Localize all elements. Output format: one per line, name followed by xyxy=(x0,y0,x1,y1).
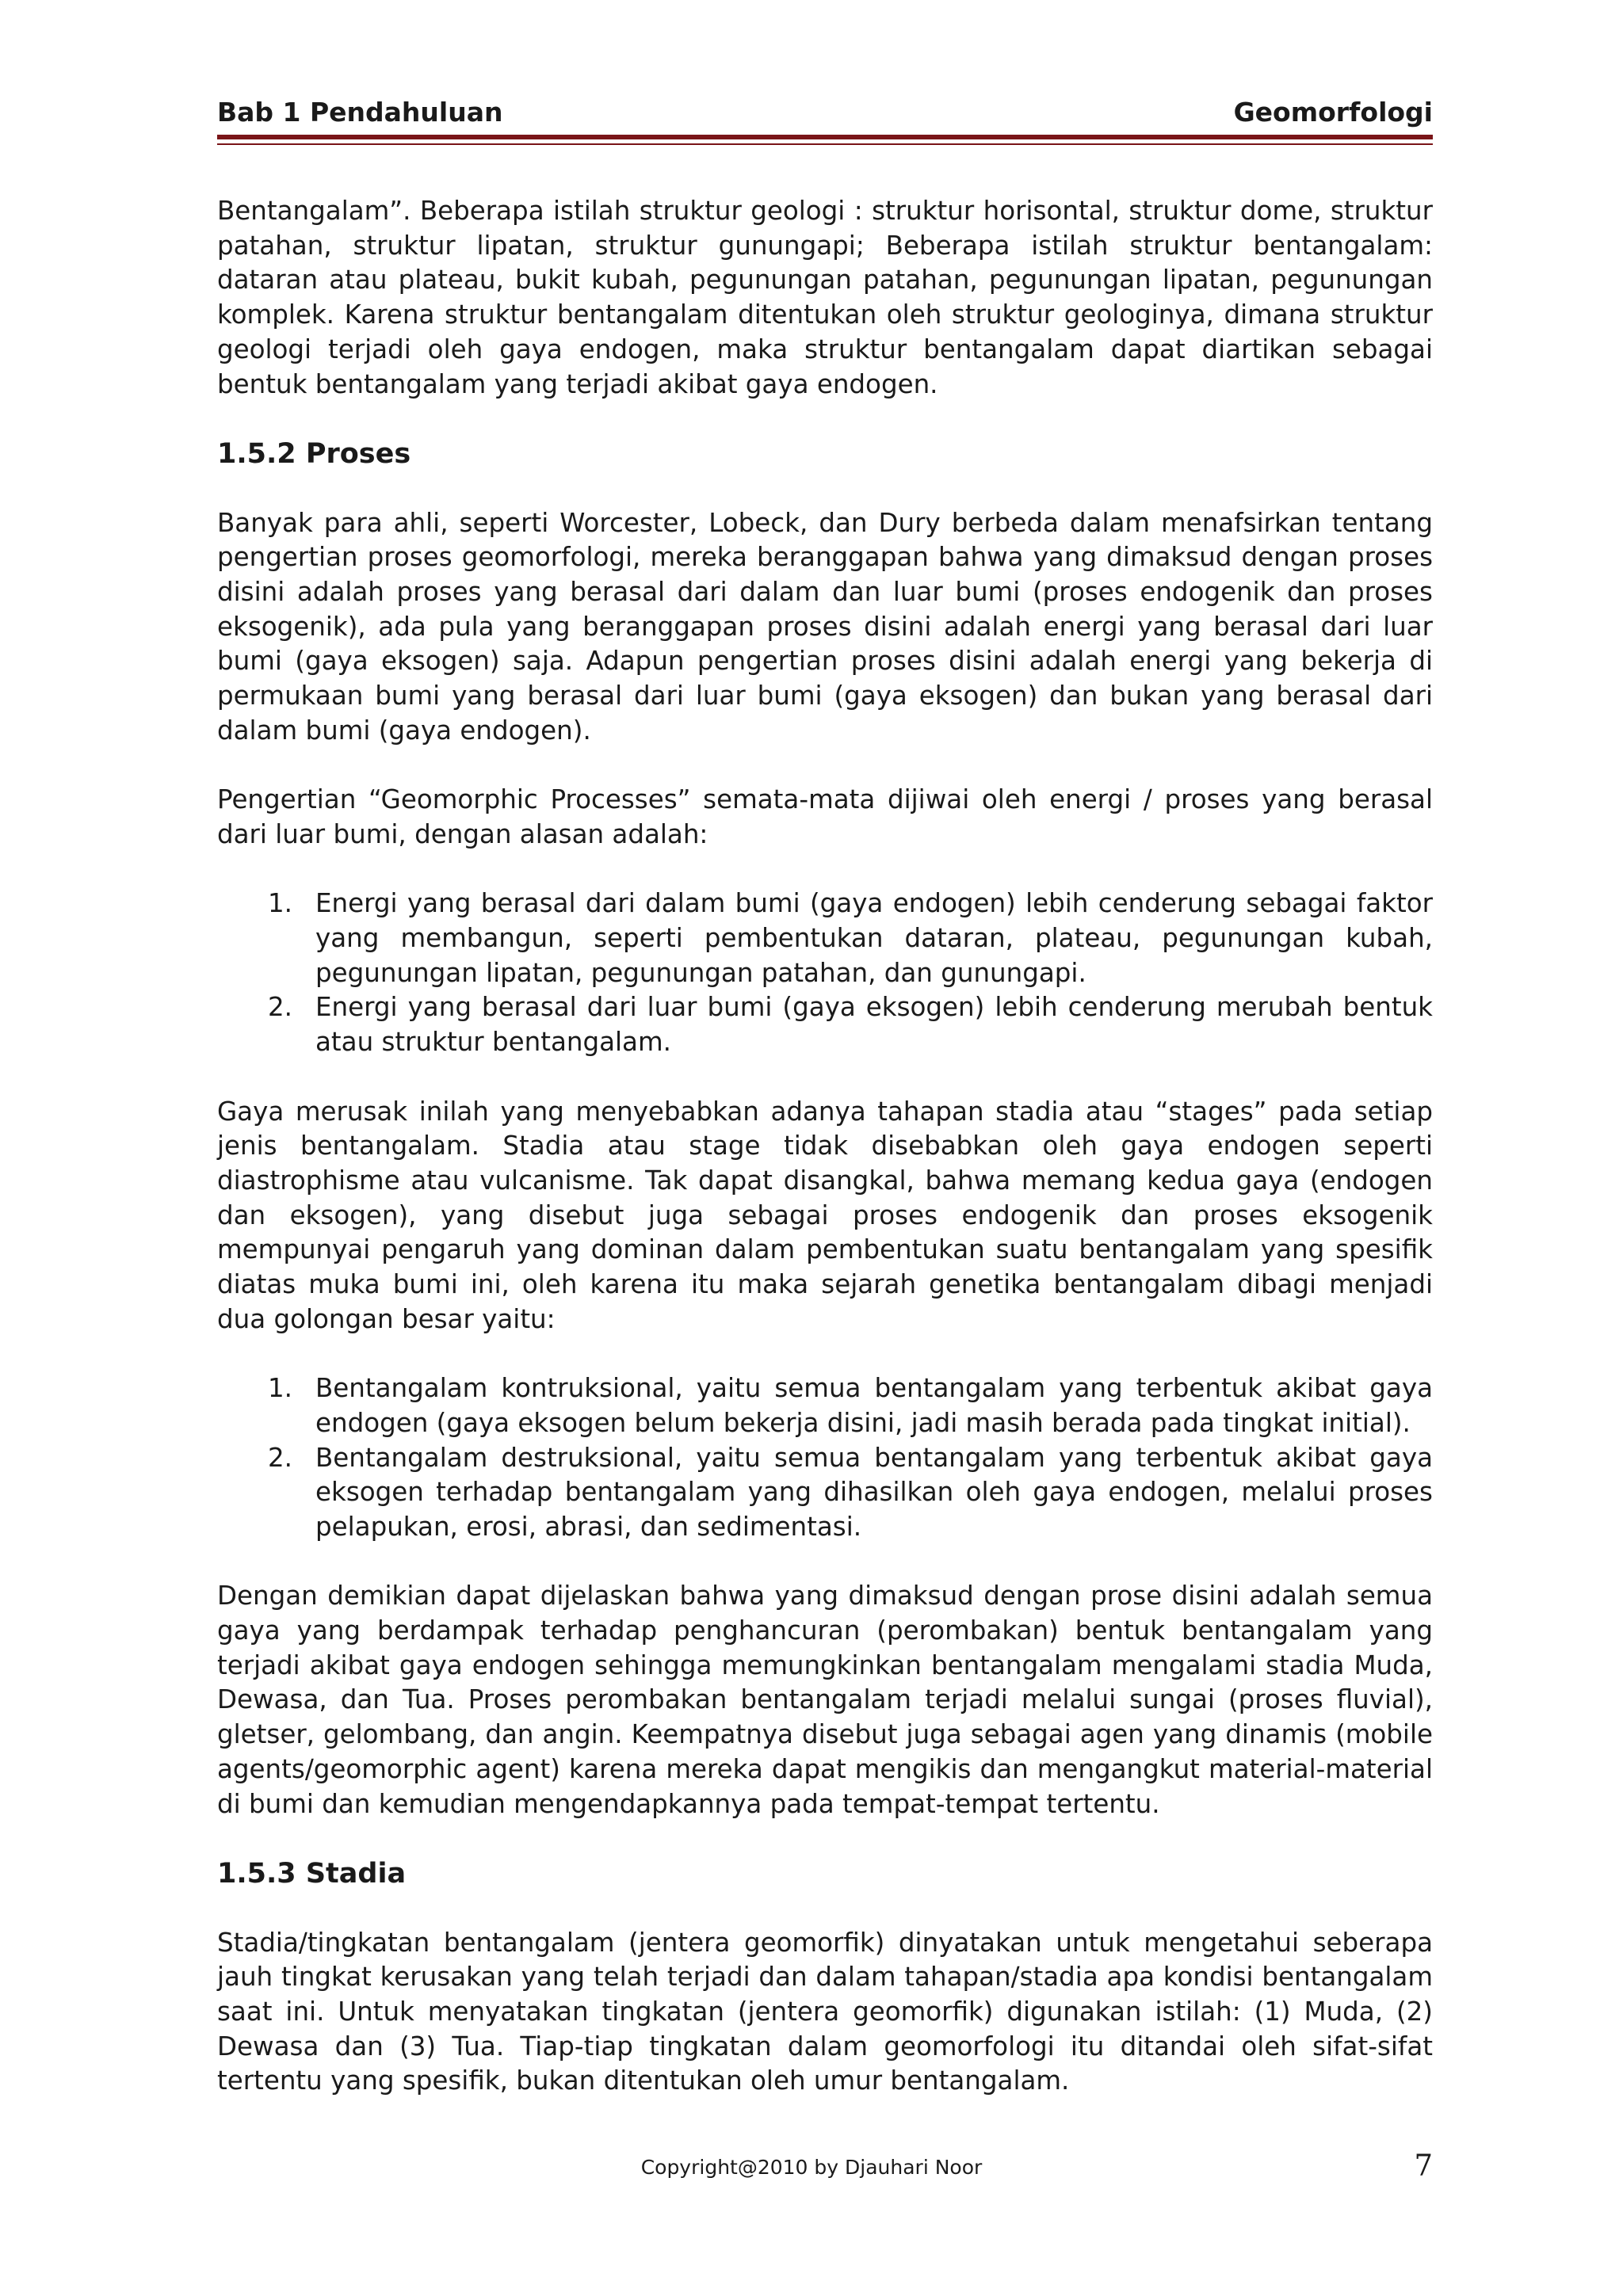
list-text: Energi yang berasal dari luar bumi (gaya eksogen) lebih cenderung merubah bentuk atau struktur bentangalam. xyxy=(315,992,1433,1058)
list-number: 1. xyxy=(268,888,293,919)
list-item xyxy=(217,1371,1433,1440)
page-content xyxy=(217,194,1433,2134)
list-text: Bentangalam destruksional, yaitu semua bentangalam yang terbentuk akibat gaya eksogen terhadap bentangalam yang dihasilkan oleh gaya endogen, melalui proses pelapukan, erosi, abrasi, dan sedimentasi. xyxy=(315,1442,1433,1542)
list-text: Bentangalam kontruksional, yaitu semua bentangalam yang terbentuk akibat gaya endogen (gaya eksogen belum bekerja disini, jadi masih berada pada tingkat initial). xyxy=(315,1373,1433,1438)
page-number: 7 xyxy=(1414,2149,1433,2183)
list-alasan xyxy=(217,887,1433,1060)
list-number: 2. xyxy=(268,1442,293,1473)
list-item xyxy=(217,887,1433,990)
header-rule-thick xyxy=(217,135,1433,139)
header-rule-thin xyxy=(217,143,1433,145)
list-item xyxy=(217,1441,1433,1545)
chapter-title: Bab 1 Pendahuluan xyxy=(217,97,503,128)
page-header xyxy=(217,97,1433,135)
paragraph-gaya-merusak: Gaya merusak inilah yang menyebabkan adanya tahapan stadia atau “stages” pada setiap jenis bentangalam. Stadia atau stage tidak disebabkan oleh gaya endogen seperti diastrophisme atau vulcanisme. Tak dapat disangkal, bahwa memang kedua gaya (endogen dan eksogen), yang disebut juga sebagai proses endogenik dan proses eksogenik mempunyai pengaruh yang dominan dalam pembentukan suatu bentangalam yang spesifik diatas muka bumi ini, oleh karena itu maka sejarah genetika bentangalam dibagi menjadi dua golongan besar yaitu: xyxy=(217,1096,1433,1334)
paragraph-stadia: Stadia/tingkatan bentangalam (jentera geomorfik) dinyatakan untuk mengetahui seberapa jauh tingkat kerusakan yang telah terjadi dan dalam tahapan/stadia apa kondisi bentangalam saat ini. Untuk menyatakan tingkatan (jentera geomorfik) digunakan istilah: (1) Muda, (2) Dewasa dan (3) Tua. Tiap-tiap tingkatan dalam geomorfologi itu ditandai oleh sifat-sifat tertentu yang spesifik, bukan ditentukan oleh umur bentangalam. xyxy=(217,1927,1433,2096)
list-number: 1. xyxy=(268,1373,293,1404)
paragraph-proses-definition: Banyak para ahli, seperti Worcester, Lobeck, dan Dury berbeda dalam menafsirkan tentang pengertian proses geomorfologi, mereka beranggapan bahwa yang dimaksud dengan proses disini adalah proses yang berasal dari dalam dan luar bumi (proses endogenik dan proses eksogenik), ada pula yang beranggapan proses disini adalah energi yang berasal dari luar bumi (gaya eksogen) saja. Adapun pengertian proses disini adalah energi yang bekerja di permukaan bumi yang berasal dari luar bumi (gaya eksogen) dan bukan yang berasal dari dalam bumi (gaya endogen). xyxy=(217,507,1433,746)
paragraph-kesimpulan-proses: Dengan demikian dapat dijelaskan bahwa yang dimaksud dengan prose disini adalah semua gaya yang berdampak terhadap penghancuran (perombakan) bentuk bentangalam yang terjadi akibat gaya endogen sehingga memungkinkan bentangalam mengalami stadia Muda, Dewasa, dan Tua. Proses perombakan bentangalam terjadi melalui sungai (proses fluvial), gletser, gelombang, dan angin. Keempatnya disebut juga sebagai agen yang dinamis (mobile agents/geomorphic agent) karena mereka dapat mengikis dan mengangkut material-material di bumi dan kemudian mengendapkannya pada tempat-tempat tertentu. xyxy=(217,1581,1433,1819)
paragraph-struktur: Bentangalam”. Beberapa istilah struktur geologi : struktur horisontal, struktur dome, struktur patahan, struktur lipatan, struktur gunungapi; Beberapa istilah struktur bentangalam: dataran atau plateau, bukit kubah, pegunungan patahan, pegunungan lipatan, pegunungan komplek. Karena struktur bentangalam ditentukan oleh struktur geologinya, dimana struktur geologi terjadi oleh gaya endogen, maka struktur bentangalam dapat diartikan sebagai bentuk bentangalam yang terjadi akibat gaya endogen. xyxy=(217,196,1433,399)
list-item xyxy=(217,990,1433,1059)
list-golongan-bentangalam xyxy=(217,1371,1433,1545)
list-text: Energi yang berasal dari dalam bumi (gaya endogen) lebih cenderung sebagai faktor yang membangun, seperti pembentukan dataran, plateau, pegunungan kubah, pegunungan lipatan, pegunungan patahan, dan gunungapi. xyxy=(315,888,1433,988)
section-heading-proses: 1.5.2 Proses xyxy=(217,437,411,470)
book-title: Geomorfologi xyxy=(1233,97,1433,128)
footer-copyright: Copyright@2010 by Djauhari Noor xyxy=(640,2156,983,2179)
paragraph-geomorphic-processes: Pengertian “Geomorphic Processes” semata-mata dijiwai oleh energi / proses yang berasal dari luar bumi, dengan alasan adalah: xyxy=(217,784,1433,849)
list-number: 2. xyxy=(268,992,293,1023)
section-heading-stadia: 1.5.3 Stadia xyxy=(217,1857,407,1890)
